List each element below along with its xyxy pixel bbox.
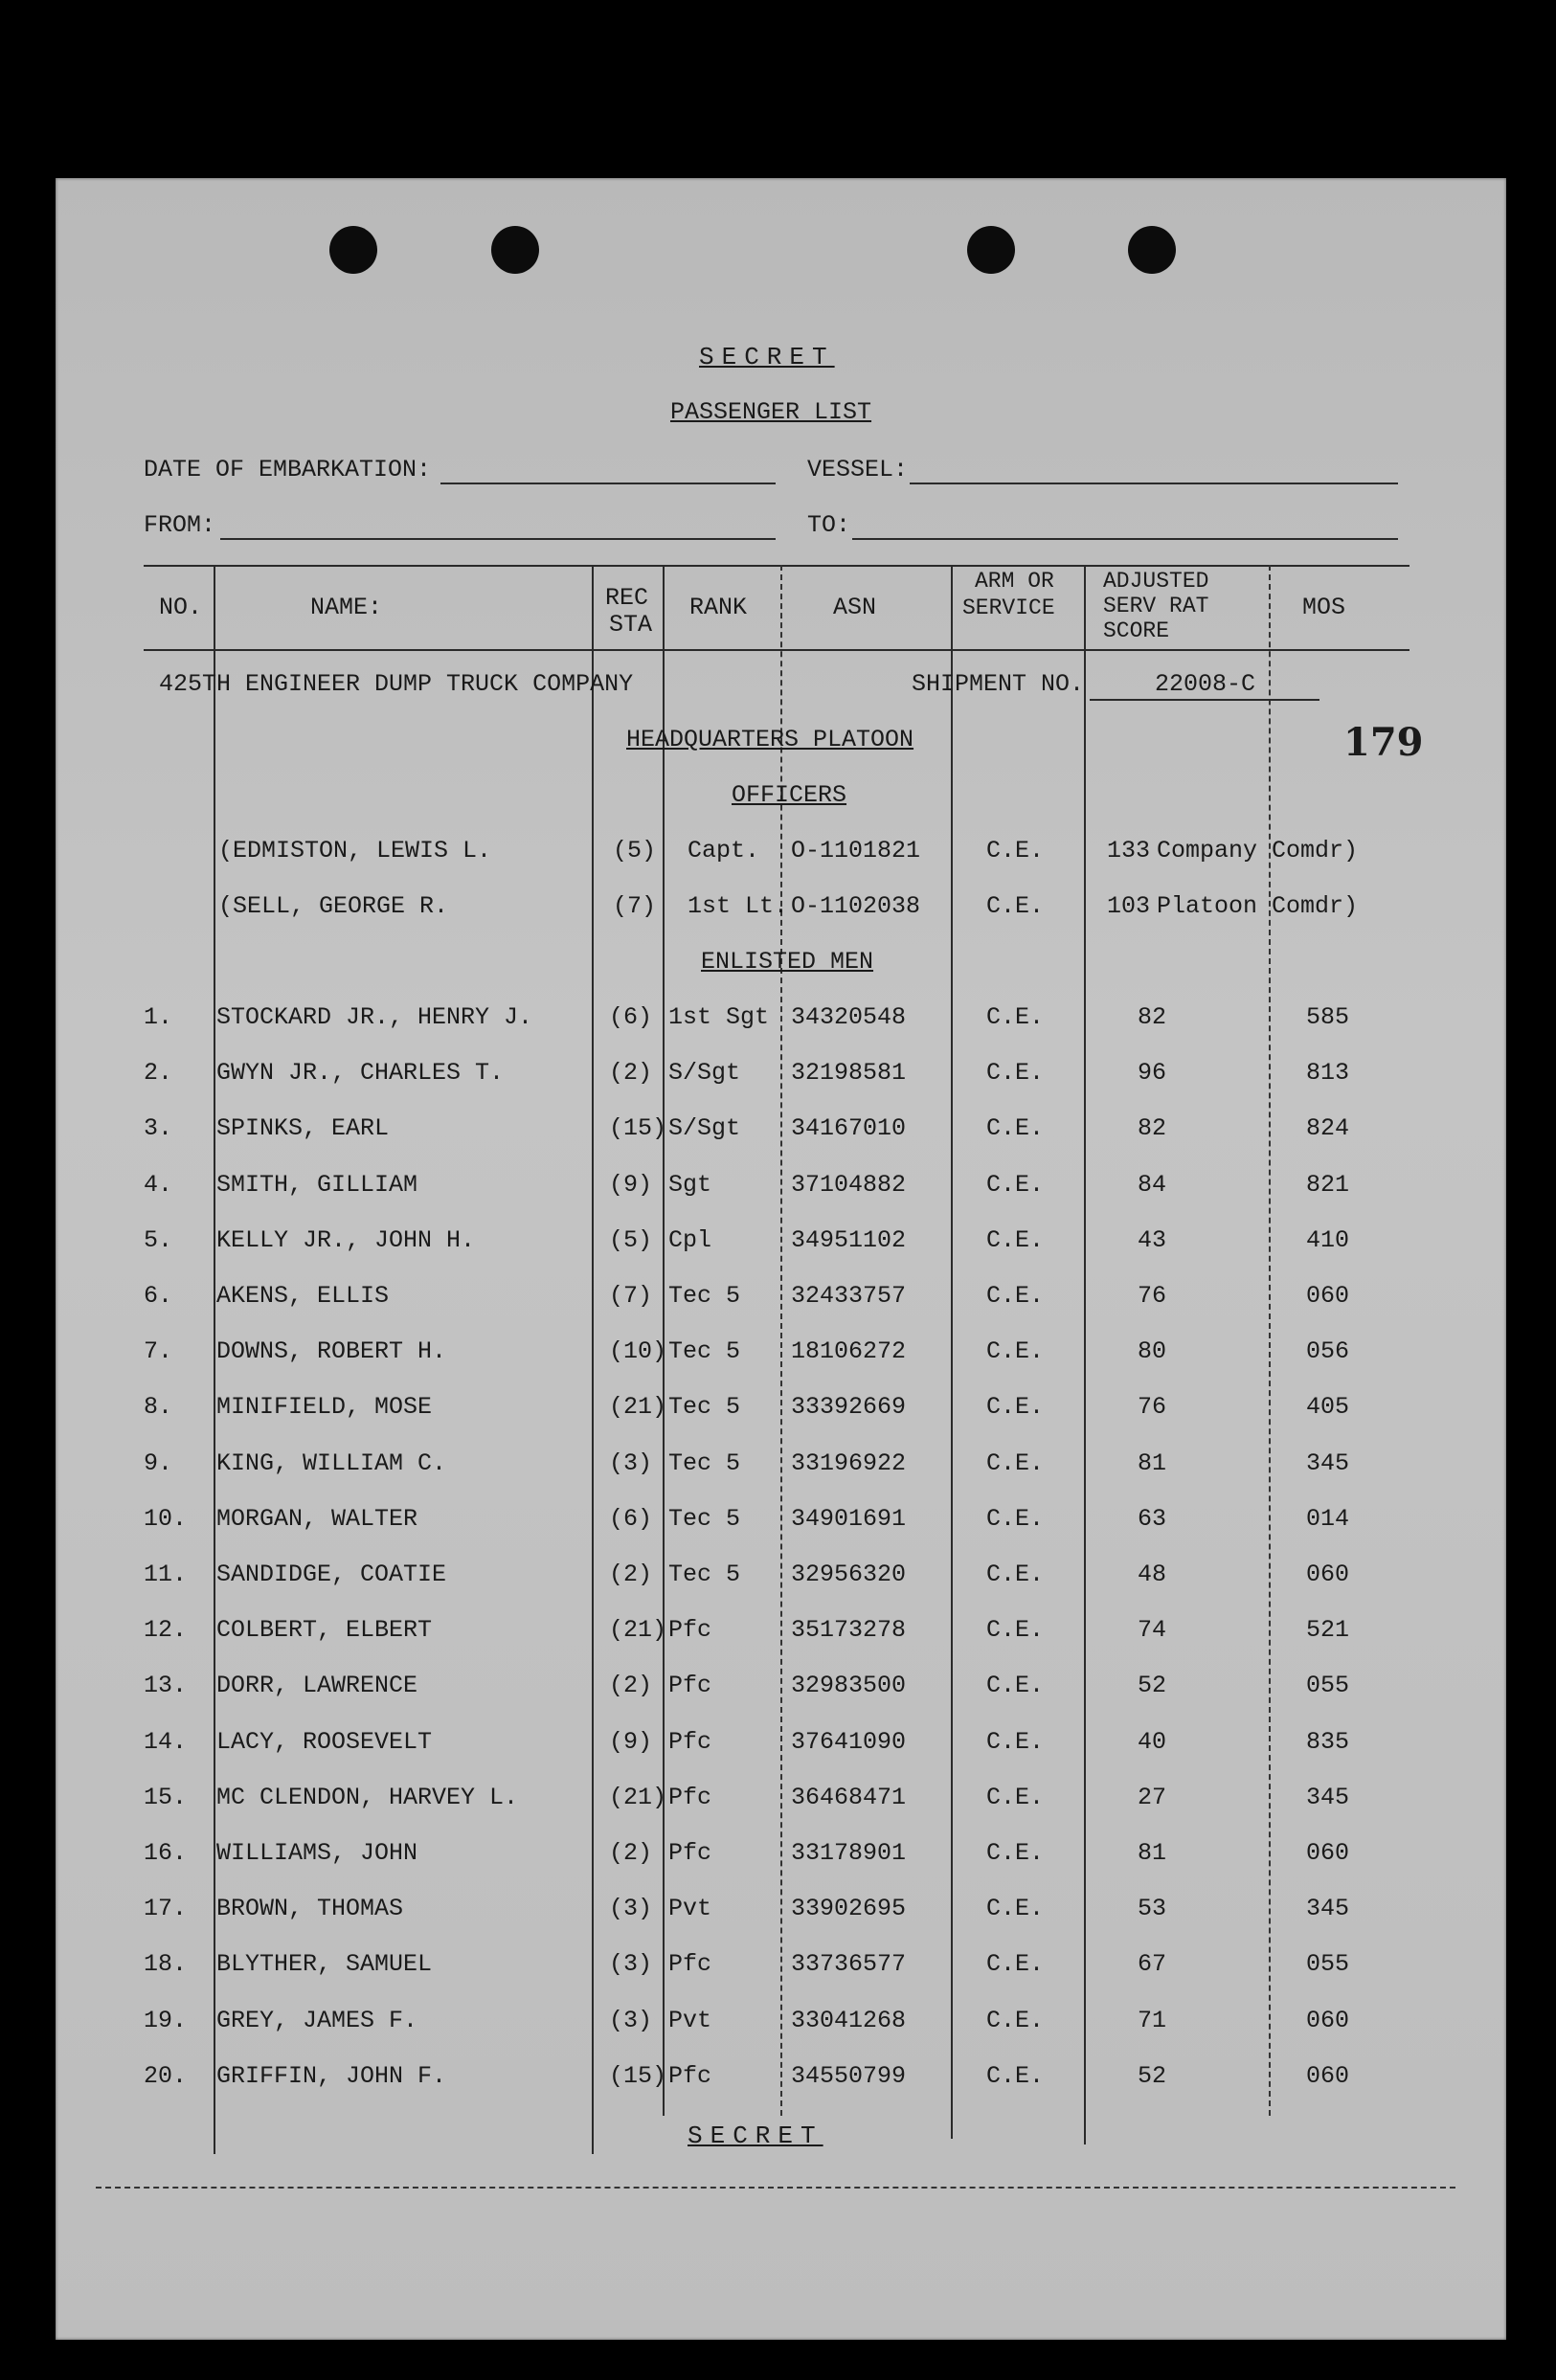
row-arm-service: C.E. [986, 1895, 1045, 1922]
officer-note: Company Comdr) [1157, 837, 1359, 864]
section-enlisted: ENLISTED MEN [701, 948, 874, 976]
officer-rec-sta: (7) [613, 892, 657, 920]
row-asn: 33041268 [791, 2007, 907, 2034]
row-rec-sta: (21) [609, 1616, 667, 1644]
row-number: 15. [144, 1784, 188, 1811]
row-rec-sta: (2) [609, 1560, 653, 1588]
row-asn: 33736577 [791, 1950, 907, 1978]
row-mos: 014 [1306, 1505, 1350, 1533]
punch-hole [1128, 226, 1176, 274]
from-label: FROM: [144, 511, 216, 539]
row-rec-sta: (6) [609, 1505, 653, 1533]
row-rank: Tec 5 [668, 1449, 741, 1477]
row-name: KING, WILLIAM C. [216, 1449, 447, 1477]
row-name: STOCKARD JR., HENRY J. [216, 1003, 533, 1031]
row-score: 76 [1138, 1282, 1167, 1310]
row-score: 27 [1138, 1784, 1167, 1811]
officer-name: (SELL, GEORGE R. [218, 892, 449, 920]
row-name: GRIFFIN, JOHN F. [216, 2062, 447, 2090]
row-mos: 521 [1306, 1616, 1350, 1644]
row-rec-sta: (15) [609, 1114, 667, 1142]
row-number: 6. [144, 1282, 173, 1310]
section-hq-platoon: HEADQUARTERS PLATOON [626, 726, 914, 753]
column-divider [214, 565, 215, 2154]
row-number: 1. [144, 1003, 173, 1031]
officer-arm: C.E. [986, 892, 1045, 920]
row-rec-sta: (21) [609, 1784, 667, 1811]
col-header-no: NO. [159, 594, 203, 621]
column-divider [1084, 565, 1086, 2144]
row-score: 48 [1138, 1560, 1167, 1588]
row-rank: Pfc [668, 1784, 712, 1811]
row-mos: 060 [1306, 1560, 1350, 1588]
row-name: MORGAN, WALTER [216, 1505, 418, 1533]
row-asn: 32983500 [791, 1672, 907, 1699]
row-asn: 32433757 [791, 1282, 907, 1310]
col-header-sta: STA [609, 611, 653, 639]
row-score: 71 [1138, 2007, 1167, 2034]
row-number: 16. [144, 1839, 188, 1867]
row-number: 3. [144, 1114, 173, 1142]
row-asn: 33178901 [791, 1839, 907, 1867]
row-number: 7. [144, 1337, 173, 1365]
row-asn: 33392669 [791, 1393, 907, 1421]
row-score: 82 [1138, 1003, 1167, 1031]
row-mos: 824 [1306, 1114, 1350, 1142]
row-name: DORR, LAWRENCE [216, 1672, 418, 1699]
row-rec-sta: (10) [609, 1337, 667, 1365]
row-rec-sta: (3) [609, 1950, 653, 1978]
secret-header: SECRET [699, 343, 835, 371]
officer-arm: C.E. [986, 837, 1045, 864]
row-rec-sta: (2) [609, 1672, 653, 1699]
row-name: BROWN, THOMAS [216, 1895, 404, 1922]
row-asn: 37104882 [791, 1171, 907, 1199]
row-asn: 33196922 [791, 1449, 907, 1477]
row-rank: Pvt [668, 1895, 712, 1922]
row-arm-service: C.E. [986, 1059, 1045, 1087]
row-number: 18. [144, 1950, 188, 1978]
row-rank: Tec 5 [668, 1337, 741, 1365]
row-name: WILLIAMS, JOHN [216, 1839, 418, 1867]
officer-name: (EDMISTON, LEWIS L. [218, 837, 492, 864]
col-header-score: SCORE [1103, 618, 1170, 643]
officer-rec-sta: (5) [613, 837, 657, 864]
row-rank: Pfc [668, 1728, 712, 1756]
bottom-rule [96, 2187, 1455, 2189]
secret-footer: SECRET [688, 2122, 823, 2150]
row-number: 4. [144, 1171, 173, 1199]
officer-rank: 1st Lt. [688, 892, 789, 920]
col-header-mos: MOS [1302, 594, 1346, 621]
row-score: 52 [1138, 2062, 1167, 2090]
row-mos: 821 [1306, 1171, 1350, 1199]
embarkation-label: DATE OF EMBARKATION: [144, 456, 432, 483]
column-divider [592, 565, 594, 2154]
row-arm-service: C.E. [986, 1616, 1045, 1644]
vessel-line [910, 483, 1398, 484]
row-rec-sta: (5) [609, 1226, 653, 1254]
row-score: 63 [1138, 1505, 1167, 1533]
row-rank: Cpl [668, 1226, 712, 1254]
officer-asn: O-1101821 [791, 837, 921, 864]
row-rank: Tec 5 [668, 1560, 741, 1588]
row-score: 67 [1138, 1950, 1167, 1978]
row-arm-service: C.E. [986, 1171, 1045, 1199]
row-score: 84 [1138, 1171, 1167, 1199]
row-rec-sta: (2) [609, 1839, 653, 1867]
shipment-label: SHIPMENT NO. [912, 670, 1085, 698]
row-rank: Pvt [668, 2007, 712, 2034]
officer-note: Platoon Comdr) [1157, 892, 1359, 920]
row-rank: Tec 5 [668, 1505, 741, 1533]
row-number: 5. [144, 1226, 173, 1254]
col-header-rec: REC [605, 584, 649, 612]
row-rec-sta: (21) [609, 1393, 667, 1421]
officer-score: 103 [1107, 892, 1151, 920]
row-number: 13. [144, 1672, 188, 1699]
row-asn: 34550799 [791, 2062, 907, 2090]
row-name: MC CLENDON, HARVEY L. [216, 1784, 519, 1811]
row-mos: 060 [1306, 1282, 1350, 1310]
row-mos: 585 [1306, 1003, 1350, 1031]
row-name: SANDIDGE, COATIE [216, 1560, 447, 1588]
row-name: SPINKS, EARL [216, 1114, 390, 1142]
row-arm-service: C.E. [986, 1950, 1045, 1978]
row-score: 76 [1138, 1393, 1167, 1421]
row-number: 8. [144, 1393, 173, 1421]
row-score: 81 [1138, 1449, 1167, 1477]
row-arm-service: C.E. [986, 1226, 1045, 1254]
document-page [56, 178, 1506, 2340]
col-header-asn: ASN [833, 594, 877, 621]
row-asn: 33902695 [791, 1895, 907, 1922]
col-header-name: NAME: [310, 594, 383, 621]
row-score: 52 [1138, 1672, 1167, 1699]
col-header-service: SERVICE [962, 595, 1055, 620]
row-arm-service: C.E. [986, 1337, 1045, 1365]
to-label: TO: [807, 511, 851, 539]
row-arm-service: C.E. [986, 1672, 1045, 1699]
row-number: 12. [144, 1616, 188, 1644]
row-rank: Pfc [668, 1672, 712, 1699]
row-score: 74 [1138, 1616, 1167, 1644]
row-number: 17. [144, 1895, 188, 1922]
row-rec-sta: (15) [609, 2062, 667, 2090]
section-officers: OFFICERS [732, 781, 847, 809]
row-asn: 34951102 [791, 1226, 907, 1254]
row-name: GWYN JR., CHARLES T. [216, 1059, 505, 1087]
row-asn: 32956320 [791, 1560, 907, 1588]
shipment-underline [1090, 699, 1319, 701]
row-asn: 35173278 [791, 1616, 907, 1644]
row-rec-sta: (3) [609, 1895, 653, 1922]
row-asn: 37641090 [791, 1728, 907, 1756]
row-arm-service: C.E. [986, 1839, 1045, 1867]
row-number: 14. [144, 1728, 188, 1756]
row-mos: 060 [1306, 1839, 1350, 1867]
row-asn: 34167010 [791, 1114, 907, 1142]
row-mos: 055 [1306, 1950, 1350, 1978]
table-top-rule [144, 565, 1409, 567]
punch-hole [329, 226, 377, 274]
row-arm-service: C.E. [986, 2062, 1045, 2090]
from-line [220, 538, 776, 540]
embarkation-line [440, 483, 776, 484]
row-mos: 060 [1306, 2062, 1350, 2090]
row-rank: Pfc [668, 1616, 712, 1644]
row-score: 80 [1138, 1337, 1167, 1365]
row-mos: 055 [1306, 1672, 1350, 1699]
row-rec-sta: (9) [609, 1171, 653, 1199]
row-asn: 18106272 [791, 1337, 907, 1365]
row-asn: 36468471 [791, 1784, 907, 1811]
row-arm-service: C.E. [986, 1282, 1045, 1310]
row-score: 82 [1138, 1114, 1167, 1142]
row-number: 2. [144, 1059, 173, 1087]
row-arm-service: C.E. [986, 1449, 1045, 1477]
row-rank: Pfc [668, 1839, 712, 1867]
row-rank: S/Sgt [668, 1114, 741, 1142]
row-arm-service: C.E. [986, 1784, 1045, 1811]
row-name: MINIFIELD, MOSE [216, 1393, 433, 1421]
to-line [852, 538, 1398, 540]
row-mos: 405 [1306, 1393, 1350, 1421]
row-score: 53 [1138, 1895, 1167, 1922]
row-name: LACY, ROOSEVELT [216, 1728, 433, 1756]
row-arm-service: C.E. [986, 1505, 1045, 1533]
document-title: PASSENGER LIST [670, 398, 872, 426]
page-number: 179 [1343, 720, 1424, 765]
row-mos: 813 [1306, 1059, 1350, 1087]
row-rec-sta: (3) [609, 2007, 653, 2034]
table-header-rule [144, 649, 1409, 651]
row-name: DOWNS, ROBERT H. [216, 1337, 447, 1365]
row-rank: Pfc [668, 1950, 712, 1978]
row-rec-sta: (2) [609, 1059, 653, 1087]
row-number: 10. [144, 1505, 188, 1533]
row-rec-sta: (7) [609, 1282, 653, 1310]
col-header-adjusted: ADJUSTED [1103, 569, 1209, 594]
officer-rank: Capt. [688, 837, 760, 864]
row-mos: 345 [1306, 1895, 1350, 1922]
row-name: SMITH, GILLIAM [216, 1171, 418, 1199]
row-score: 43 [1138, 1226, 1167, 1254]
row-number: 9. [144, 1449, 173, 1477]
row-mos: 345 [1306, 1784, 1350, 1811]
row-mos: 056 [1306, 1337, 1350, 1365]
row-rec-sta: (3) [609, 1449, 653, 1477]
shipment-number: 22008-C [1155, 670, 1256, 698]
row-name: BLYTHER, SAMUEL [216, 1950, 433, 1978]
row-arm-service: C.E. [986, 1560, 1045, 1588]
punch-hole [491, 226, 539, 274]
row-rank: 1st Sgt [668, 1003, 770, 1031]
column-divider [951, 565, 953, 2139]
row-arm-service: C.E. [986, 2007, 1045, 2034]
row-name: KELLY JR., JOHN H. [216, 1226, 476, 1254]
row-number: 19. [144, 2007, 188, 2034]
row-name: AKENS, ELLIS [216, 1282, 390, 1310]
row-asn: 34901691 [791, 1505, 907, 1533]
punch-hole [967, 226, 1015, 274]
officer-score: 133 [1107, 837, 1151, 864]
row-rank: Tec 5 [668, 1282, 741, 1310]
row-mos: 060 [1306, 2007, 1350, 2034]
row-rank: Pfc [668, 2062, 712, 2090]
row-arm-service: C.E. [986, 1114, 1045, 1142]
row-mos: 835 [1306, 1728, 1350, 1756]
row-rec-sta: (9) [609, 1728, 653, 1756]
officer-asn: O-1102038 [791, 892, 921, 920]
row-rank: S/Sgt [668, 1059, 741, 1087]
row-mos: 345 [1306, 1449, 1350, 1477]
col-header-arm: ARM OR [975, 569, 1054, 594]
row-rank: Tec 5 [668, 1393, 741, 1421]
row-arm-service: C.E. [986, 1003, 1045, 1031]
row-number: 11. [144, 1560, 188, 1588]
row-name: GREY, JAMES F. [216, 2007, 418, 2034]
row-arm-service: C.E. [986, 1728, 1045, 1756]
col-header-rank: RANK [689, 594, 748, 621]
row-rec-sta: (6) [609, 1003, 653, 1031]
vessel-label: VESSEL: [807, 456, 909, 483]
col-header-serv-rat: SERV RAT [1103, 594, 1209, 618]
row-name: COLBERT, ELBERT [216, 1616, 433, 1644]
column-divider [1269, 565, 1271, 2116]
company-name: 425TH ENGINEER DUMP TRUCK COMPANY [159, 670, 634, 698]
row-asn: 32198581 [791, 1059, 907, 1087]
row-rank: Sgt [668, 1171, 712, 1199]
row-score: 96 [1138, 1059, 1167, 1087]
row-arm-service: C.E. [986, 1393, 1045, 1421]
row-mos: 410 [1306, 1226, 1350, 1254]
row-asn: 34320548 [791, 1003, 907, 1031]
row-score: 81 [1138, 1839, 1167, 1867]
row-number: 20. [144, 2062, 188, 2090]
row-score: 40 [1138, 1728, 1167, 1756]
